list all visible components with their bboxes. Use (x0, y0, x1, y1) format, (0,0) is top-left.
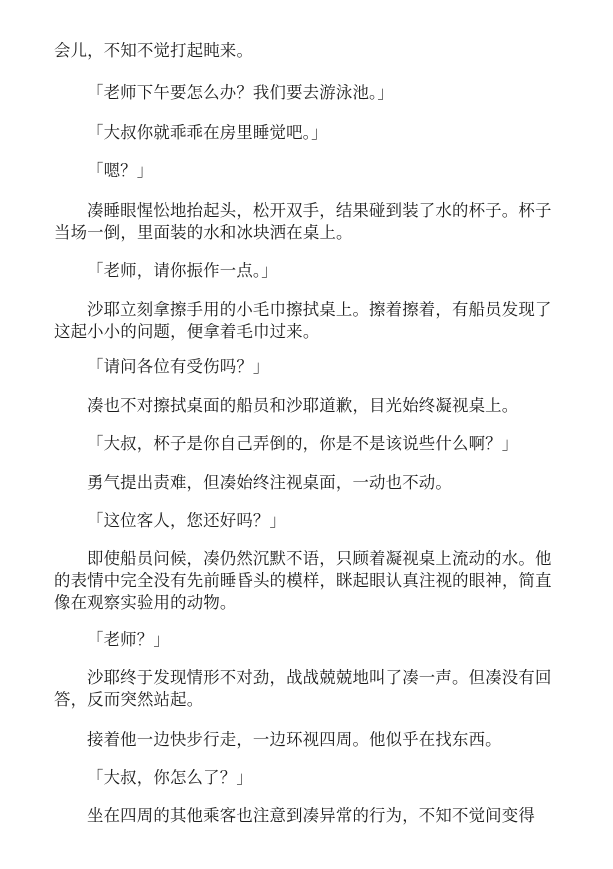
paragraph-5: 凑睡眼惺忪地抬起头，松开双手，结果碰到装了水的杯子。杯子当场一倒，里面装的水和冰块洒在桌上。 (54, 201, 552, 242)
paragraph-13: 即使船员问候，凑仍然沉默不语，只顾着凝视桌上流动的水。他的表情中完全没有先前睡昏头的模样，眯起眼认真注视的眼神，简直像在观察实验用的动物。 (54, 549, 552, 612)
paragraph-9: 凑也不对擦拭桌面的船员和沙耶道歉，目光始终凝视桌上。 (87, 396, 519, 415)
paragraph-16: 接着他一边快步行走，一边环视四周。他似乎在找东西。 (87, 730, 502, 749)
paragraph-18: 坐在四周的其他乘客也注意到凑异常的行为，不知不觉间变得 (87, 806, 535, 825)
paragraph-17: 「大叔，你怎么了？」 (87, 768, 253, 787)
paragraph-11: 勇气提出责难，但凑始终注视桌面，一动也不动。 (87, 473, 452, 492)
paragraph-14: 「老师？」 (87, 630, 170, 649)
paragraph-3: 「大叔你就乖乖在房里睡觉吧。」 (87, 123, 328, 142)
paragraph-7: 沙耶立刻拿擦手用的小毛巾擦拭桌上。擦着擦着，有船员发现了这起小小的问题，便拿着毛巾过来。 (54, 300, 552, 341)
paragraph-2: 「老师下午要怎么办？我们要去游泳池。」 (87, 83, 395, 102)
paragraph-15: 沙耶终于发现情形不对劲，战战兢兢地叫了凑一声。但凑没有回答，反而突然站起。 (54, 668, 552, 709)
paragraph-4: 「嗯？」 (87, 161, 154, 180)
paragraph-10: 「大叔，杯子是你自己弄倒的，你是不是该说些什么啊？」 (87, 434, 519, 453)
paragraph-6: 「老师，请你振作一点。」 (87, 261, 278, 280)
paragraph-12: 「这位客人，您还好吗？」 (87, 511, 287, 530)
paragraph-8: 「请问各位有受伤吗？」 (87, 357, 270, 376)
paragraph-1: 会儿，不知不觉打起盹来。 (54, 41, 254, 60)
